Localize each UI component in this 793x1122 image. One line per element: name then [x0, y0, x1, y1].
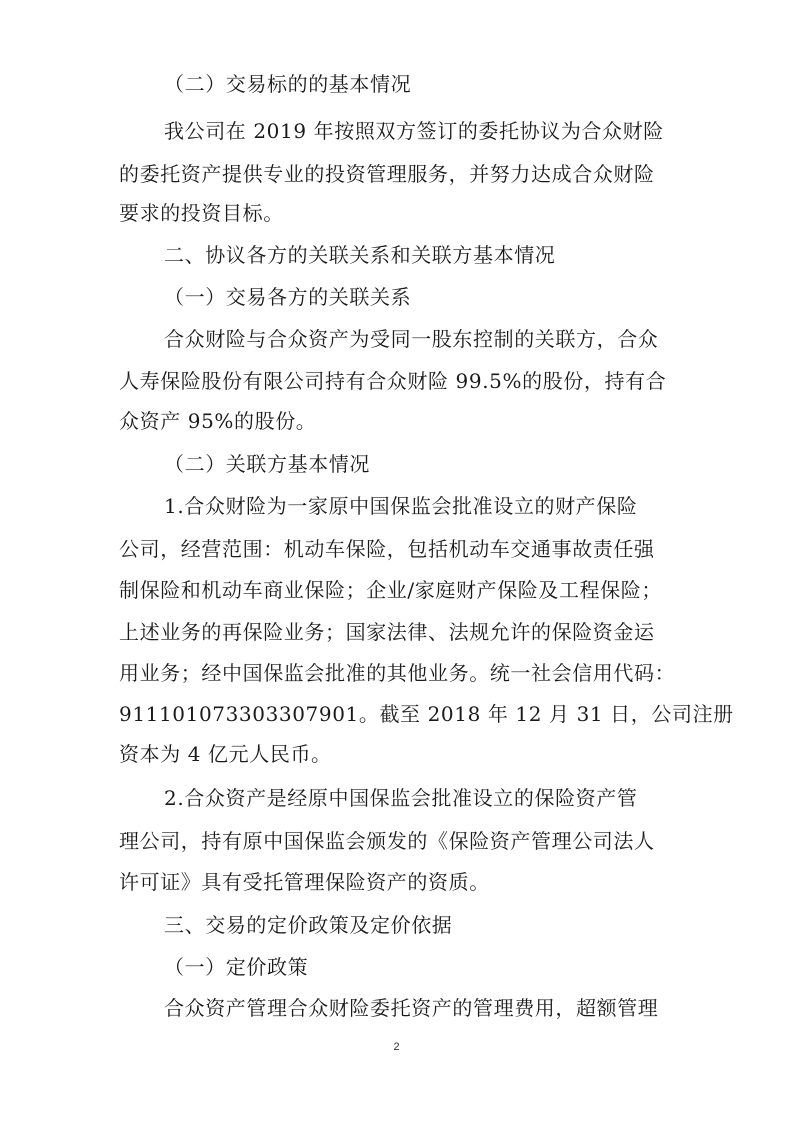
page-number: 2: [393, 1041, 400, 1053]
paragraph-line: 资本为 4 亿元人民币。: [119, 742, 332, 766]
subsection-heading: （一）定价政策: [164, 955, 309, 979]
paragraph-line: 众资产 95%的股份。: [119, 409, 317, 433]
paragraph-line: 人寿保险股份有限公司持有合众财险 99.5%的股份，持有合: [119, 369, 667, 393]
paragraph-line: 用业务；经中国保监会批准的其他业务。统一社会信用代码：: [119, 661, 676, 685]
subsection-heading: （二）关联方基本情况: [164, 452, 370, 476]
paragraph-line: 我公司在 2019 年按照双方签订的委托协议为合众财险: [164, 119, 664, 143]
paragraph-line: 911101073303307901。截至 2018 年 12 月 31 日，公司注册: [119, 702, 734, 726]
paragraph-line: 1.合众财险为一家原中国保监会批准设立的财产保险: [164, 494, 638, 518]
subsection-heading: （一）交易各方的关联关系: [164, 285, 412, 309]
section-heading: 二、协议各方的关联关系和关联方基本情况: [164, 243, 556, 267]
paragraph-line: 上述业务的再保险业务；国家法律、法规允许的保险资金运: [119, 620, 655, 644]
paragraph-line: 合众资产管理合众财险委托资产的管理费用，超额管理: [164, 996, 659, 1020]
paragraph-line: 理公司，持有原中国保监会颁发的《保险资产管理公司法人: [119, 829, 655, 853]
subsection-heading: （二）交易标的的基本情况: [164, 72, 412, 96]
paragraph-line: 的委托资产提供专业的投资管理服务，并努力达成合众财险: [119, 162, 655, 186]
paragraph-line: 2.合众资产是经原中国保监会批准设立的保险资产管: [164, 786, 638, 810]
section-heading: 三、交易的定价政策及定价依据: [164, 913, 453, 937]
paragraph-line: 许可证》具有受托管理保险资产的资质。: [119, 870, 490, 894]
paragraph-line: 合众财险与合众资产为受同一股东控制的关联方，合众: [164, 327, 659, 351]
paragraph-line: 公司，经营范围：机动车保险，包括机动车交通事故责任强: [119, 537, 655, 561]
paragraph-line: 要求的投资目标。: [119, 201, 284, 225]
paragraph-line: 制保险和机动车商业保险；企业/家庭财产保险及工程保险；: [119, 578, 662, 602]
